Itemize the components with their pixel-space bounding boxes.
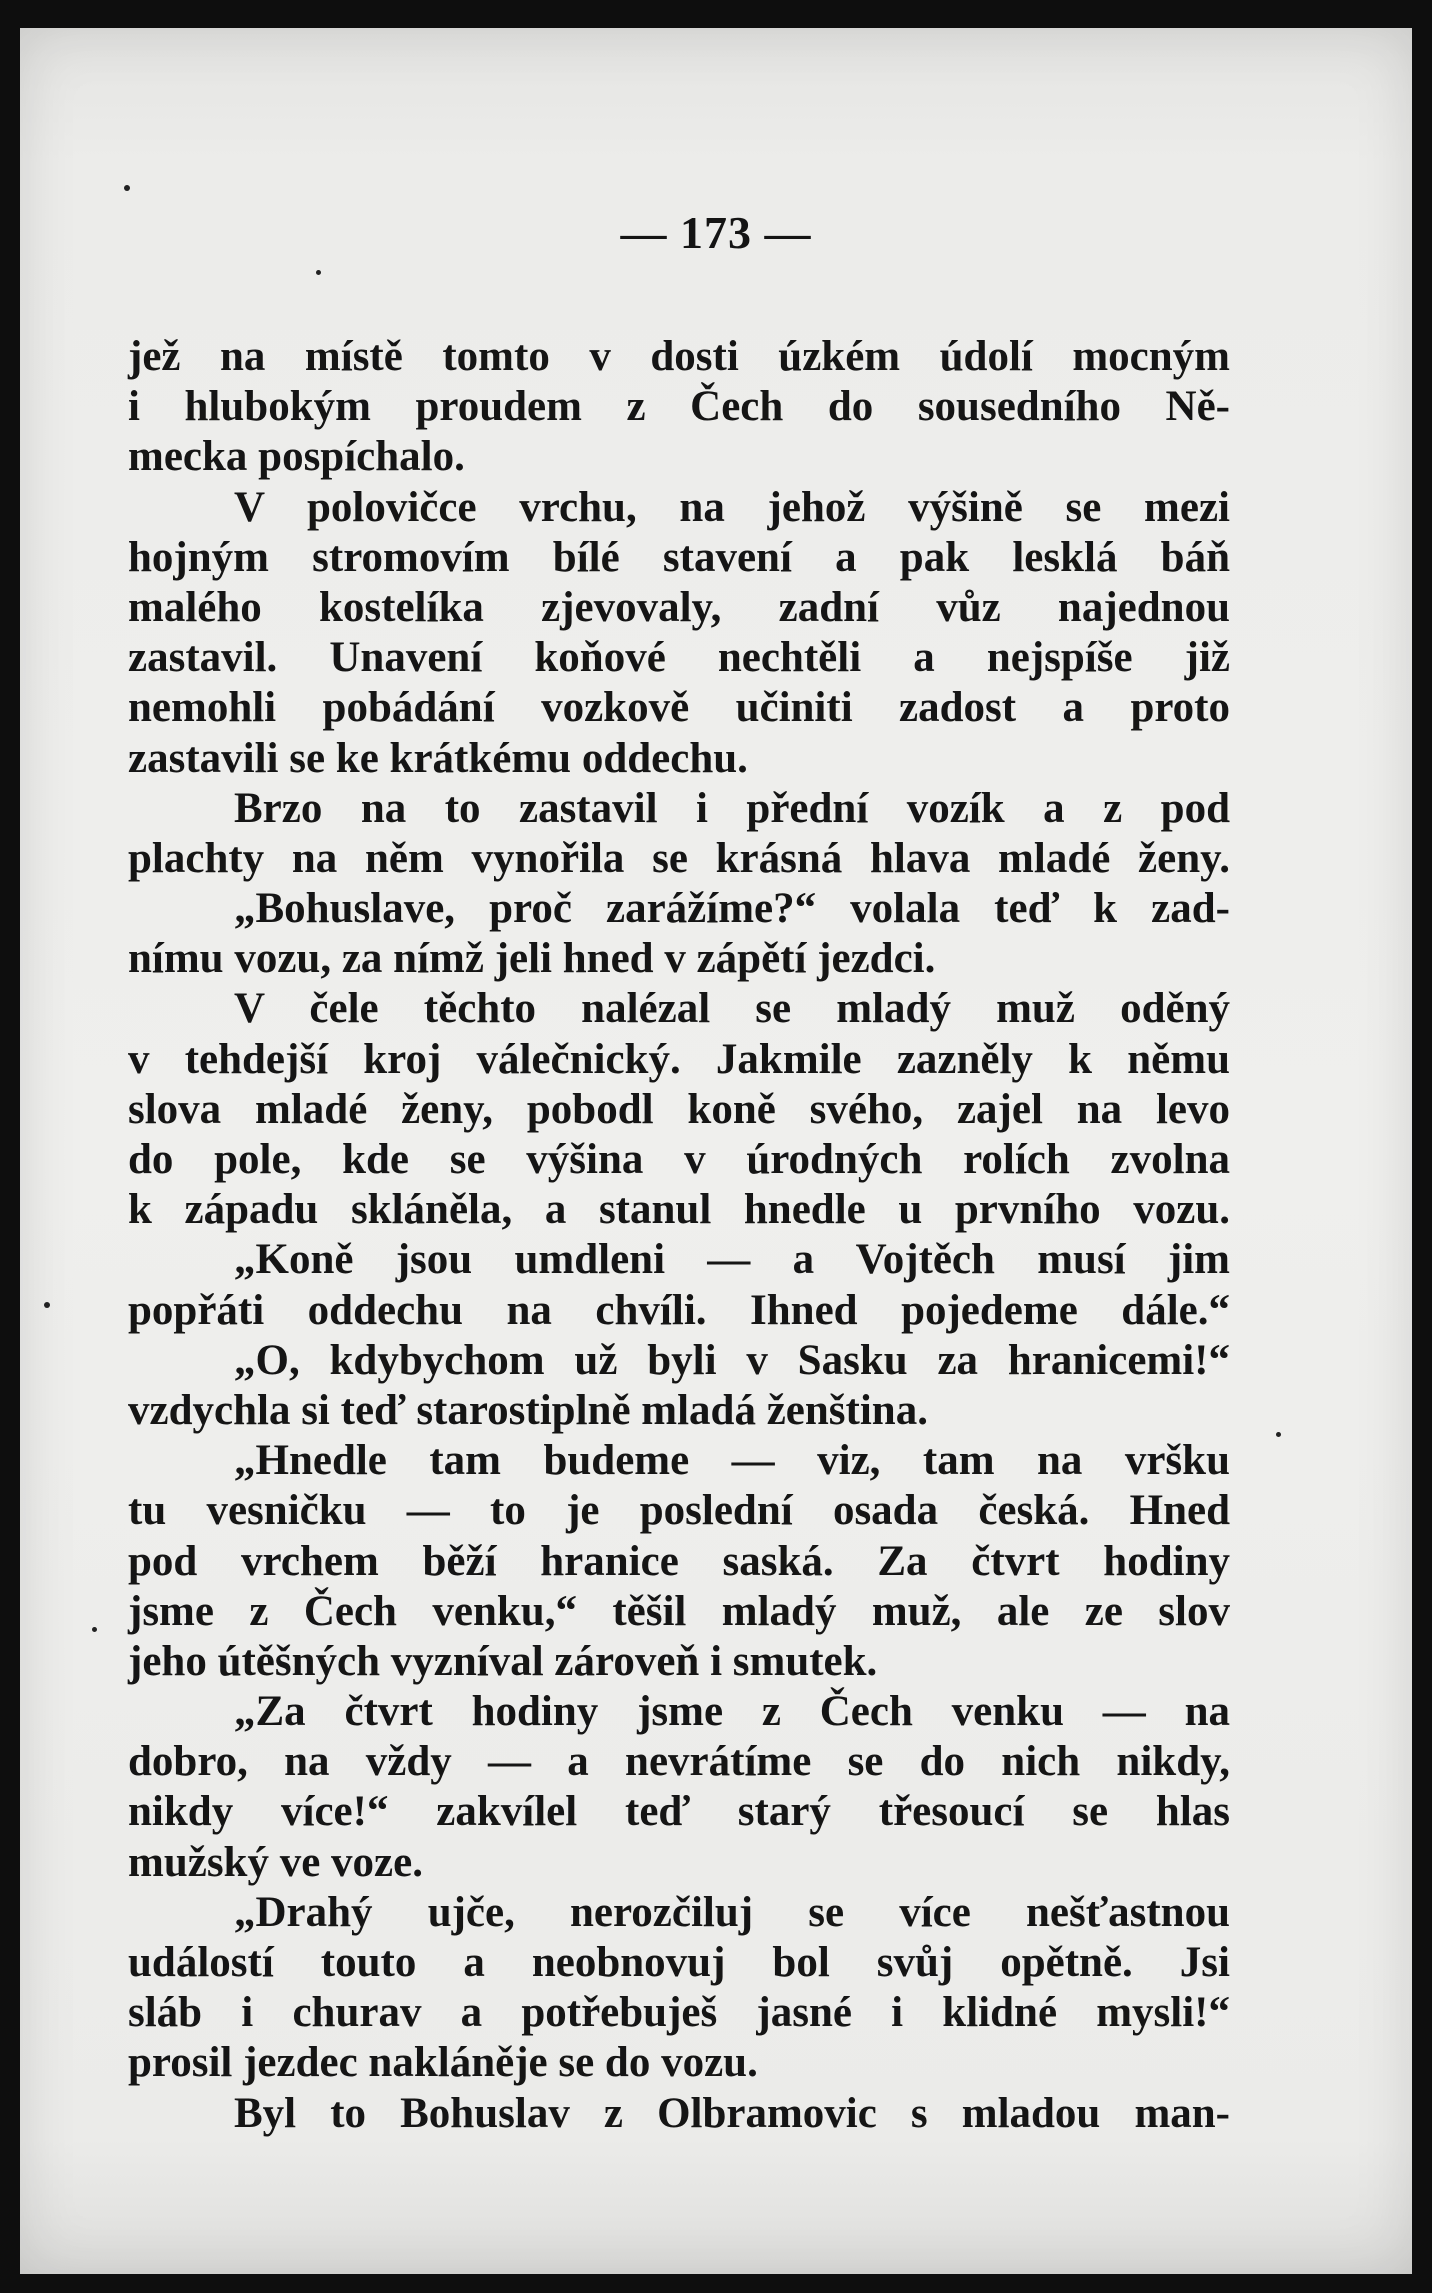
text-line: pod vrchem běží hranice saská. Za čtvrt hodiny xyxy=(128,1537,1230,1585)
text-line: „Hnedle tam budeme — viz, tam na vršku xyxy=(234,1437,1230,1485)
ink-speck xyxy=(92,1627,97,1632)
text-line: „Bohuslave, proč zarážíme?“ volala teď k zad- xyxy=(234,885,1230,933)
text-line: sláb i churav a potřebuješ jasné i klidné mysli!“ xyxy=(128,1989,1230,2037)
text-line: jeho útěšných vyzníval zároveň i smutek. xyxy=(128,1637,878,1685)
text-line: „Koně jsou umdleni — a Vojtěch musí jim xyxy=(234,1236,1230,1284)
text-line: prosil jezdec nakláněje se do vozu. xyxy=(128,2039,758,2087)
text-line: Byl to Bohuslav z Olbramovic s mladou man- xyxy=(234,2089,1230,2137)
text-line: slova mladé ženy, pobodl koně svého, zajel na levo xyxy=(128,1085,1230,1133)
text-line: vzdychla si teď starostiplně mladá ženština. xyxy=(128,1386,928,1434)
text-line: plachty na něm vynořila se krásná hlava mladé ženy. xyxy=(128,834,1230,882)
text-line: mužský ve voze. xyxy=(128,1838,423,1886)
text-line: nikdy více!“ zakvílel teď starý třesoucí se hlas xyxy=(128,1788,1230,1836)
text-line: tu vesničku — to je poslední osada česká. Hned xyxy=(128,1487,1230,1535)
text-line: dobro, na vždy — a nevrátíme se do nich nikdy, xyxy=(128,1738,1230,1786)
text-line: událostí touto a neobnovuj bol svůj opětně. Jsi xyxy=(128,1939,1230,1986)
text-line: „Za čtvrt hodiny jsme z Čech venku — na xyxy=(234,1688,1230,1736)
ink-speck xyxy=(44,1302,50,1308)
text-line: mecka pospíchalo. xyxy=(128,433,465,481)
text-line: do pole, kde se výšina v úrodných rolích zvolna xyxy=(128,1136,1230,1183)
ink-speck xyxy=(316,270,321,275)
text-line: hojným stromovím bílé stavení a pak lesklá báň xyxy=(128,533,1230,581)
text-line: nímu vozu, za nímž jeli hned v zápětí jezdci. xyxy=(128,935,936,983)
ink-speck xyxy=(1276,1432,1281,1437)
text-line: Brzo na to zastavil i přední vozík a z pod xyxy=(234,784,1230,832)
text-line: „O, kdybychom už byli v Sasku za hranicemi!“ xyxy=(234,1336,1230,1384)
text-line: zastavili se ke krátkému oddechu. xyxy=(128,734,748,782)
text-line: jež na místě tomto v dosti úzkém údolí mocným xyxy=(128,333,1230,380)
text-line: jsme z Čech venku,“ těšil mladý muž, ale ze slov xyxy=(128,1587,1230,1635)
text-line: popřáti oddechu na chvíli. Ihned pojedeme dále.“ xyxy=(128,1286,1230,1334)
text-line: nemohli pobádání vozkově učiniti zadost a proto xyxy=(128,684,1230,732)
text-line: zastavil. Unavení koňové nechtěli a nejspíše již xyxy=(128,634,1230,682)
ink-speck xyxy=(124,185,130,191)
text-line: „Drahý ujče, nerozčiluj se více nešťastnou xyxy=(234,1888,1230,1936)
page-number: — 173 — xyxy=(620,207,812,258)
text-line: malého kostelíka zjevovaly, zadní vůz najednou xyxy=(128,583,1230,631)
body-text xyxy=(128,332,1230,2139)
text-line: i hlubokým proudem z Čech do sousedního Ně- xyxy=(128,383,1230,431)
text-line: k západu skláněla, a stanul hnedle u prvního vozu. xyxy=(128,1186,1230,1234)
text-line: V polovičce vrchu, na jehož výšině se mezi xyxy=(234,483,1230,531)
text-line: V čele těchto nalézal se mladý muž oděný xyxy=(234,985,1230,1033)
text-line: v tehdejší kroj válečnický. Jakmile zazněly k němu xyxy=(128,1035,1230,1083)
